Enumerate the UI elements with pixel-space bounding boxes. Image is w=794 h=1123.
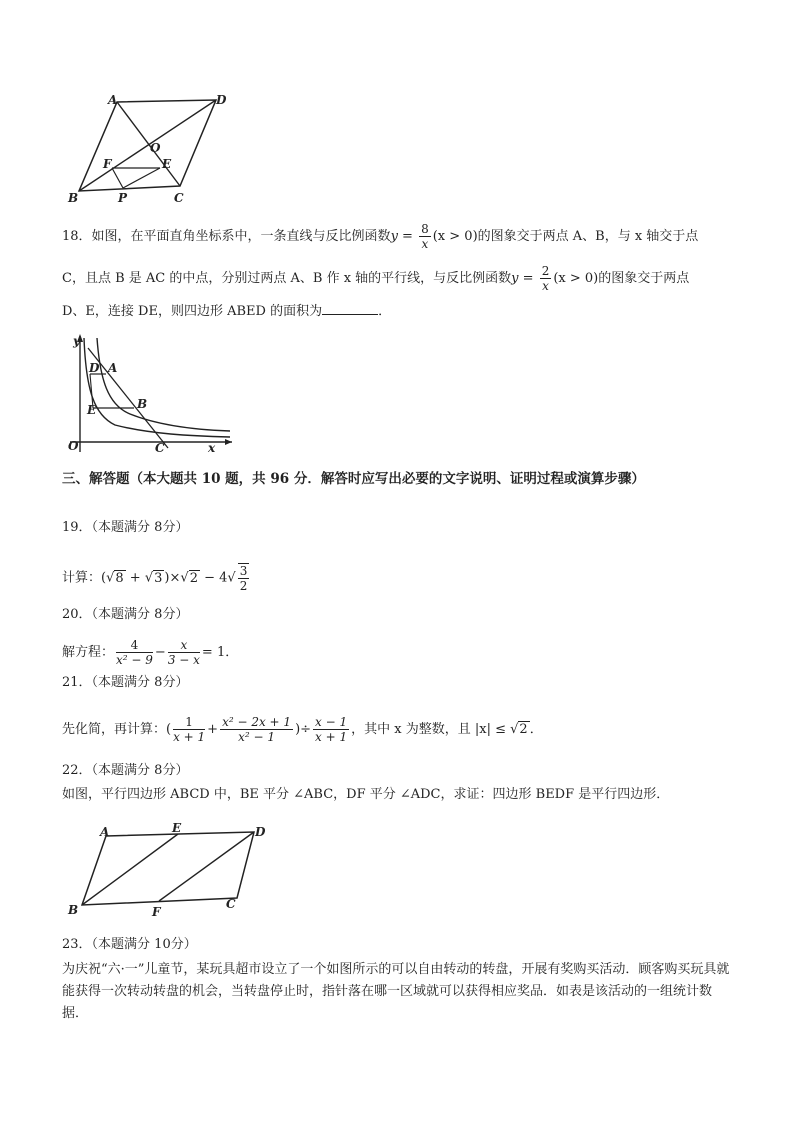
q22-body: 如图，平行四边形 ABCD 中，BE 平分 ∠ABC，DF 平分 ∠ADC，求证：四边形 BEDF 是平行四边形．: [62, 787, 670, 802]
figure-22-parallelogram: [62, 818, 282, 922]
q19-header: 19．（本题满分 8分）: [62, 520, 189, 535]
figure-18-graph: [60, 330, 240, 455]
label-E: E: [87, 403, 97, 417]
axis-y-label: y: [73, 334, 80, 348]
question-number: 18．: [62, 229, 92, 244]
q18-text: 如图，在平面直角坐标系中，一条直线与反比例函数: [91, 229, 391, 244]
label-F: F: [152, 905, 161, 919]
label-D: D: [89, 361, 100, 375]
label-C: C: [226, 897, 236, 911]
q20-equation: 解方程： $\frac{4}{\text{x² − 9}}$ − $\frac{x}{3 - x}$ = 1．: [62, 638, 239, 667]
q21-expression: 先化简，再计算：( $\frac{1}{x + 1}$ + $\frac{\text{x² − 2x + 1}}{\text{x² − 1}}$ )÷ $\frac{x - 1}{x + 1}$ ，其中 x 为整数，且 |x| ≤ √2 ．: [62, 715, 543, 744]
label-E: E: [162, 157, 172, 171]
q18-text: 的图象交于两点 A、B，与 x 轴交于点: [477, 229, 699, 244]
q18-line-2: C，且点 B 是 AC 的中点，分别过两点 A、B 作 x 轴的平行线，与反比例函数y = $\frac{2}{x}$ (x > 0)的图象交于两点: [62, 264, 690, 293]
label-O: O: [68, 439, 79, 453]
label-C: C: [174, 191, 184, 205]
q18-line-1: 18．如图，在平面直角坐标系中，一条直线与反比例函数y = $\frac{8}{x}$ (x > 0)的图象交于两点 A、B，与 x 轴交于点: [62, 222, 699, 251]
label-B: B: [137, 397, 148, 411]
label-B: B: [68, 903, 79, 917]
axis-x-label: x: [208, 441, 216, 455]
label-C: C: [155, 441, 165, 455]
q18-line-3: D、E，连接 DE，则四边形 ABED 的面积为 ．: [62, 304, 392, 319]
q20-header: 20．（本题满分 8分）: [62, 607, 189, 622]
fraction-8-over-x: $\frac{8}{x}$: [421, 222, 429, 251]
condition: (x > 0): [432, 229, 478, 244]
section-heading: 三、解答题（本大题共 10 题，共 96 分．解答时应写出必要的文字说明、证明过程或演算步骤）: [62, 471, 645, 487]
label-D: D: [216, 93, 227, 107]
q18-text: 的图象交于两点: [598, 271, 690, 286]
q23-header: 23．（本题满分 10分）: [62, 937, 197, 952]
q19-expression: 计算：(√8 + √3 )×√2 − 4√ $\frac{3}{2}$: [62, 564, 248, 593]
condition: (x > 0): [553, 271, 599, 286]
label-A: A: [108, 361, 118, 375]
label-D: D: [255, 825, 266, 839]
q21-header: 21．（本题满分 8分）: [62, 675, 189, 690]
label-E: E: [172, 821, 182, 835]
q18-text: D、E，连接 DE，则四边形 ABED 的面积为: [62, 304, 323, 319]
q23-body: 为庆祝“六·一”儿童节，某玩具超市设立了一个如图所示的可以自由转动的转盘，开展有奖购买活动．顾客购买玩具就能获得一次转动转盘的机会，当转盘停止时，指针落在哪一区域就可以获得相应奖品．如表是该活动的一组统计数据．: [62, 962, 730, 1021]
q22-header: 22．（本题满分 8分）: [62, 763, 189, 778]
label-B: B: [68, 191, 79, 205]
figure-17-parallelogram: [60, 88, 240, 208]
label-A: A: [100, 825, 110, 839]
label-F: F: [103, 157, 112, 171]
q18-text: C，且点 B 是 AC 的中点，分别过两点 A、B 作 x 轴的平行线，与反比例函数: [62, 271, 512, 286]
label-A: A: [108, 93, 118, 107]
label-P: P: [118, 191, 128, 205]
fraction-2-over-x: $\frac{2}{x}$: [541, 264, 550, 293]
answer-blank[interactable]: [322, 302, 378, 315]
label-O: O: [150, 141, 161, 155]
